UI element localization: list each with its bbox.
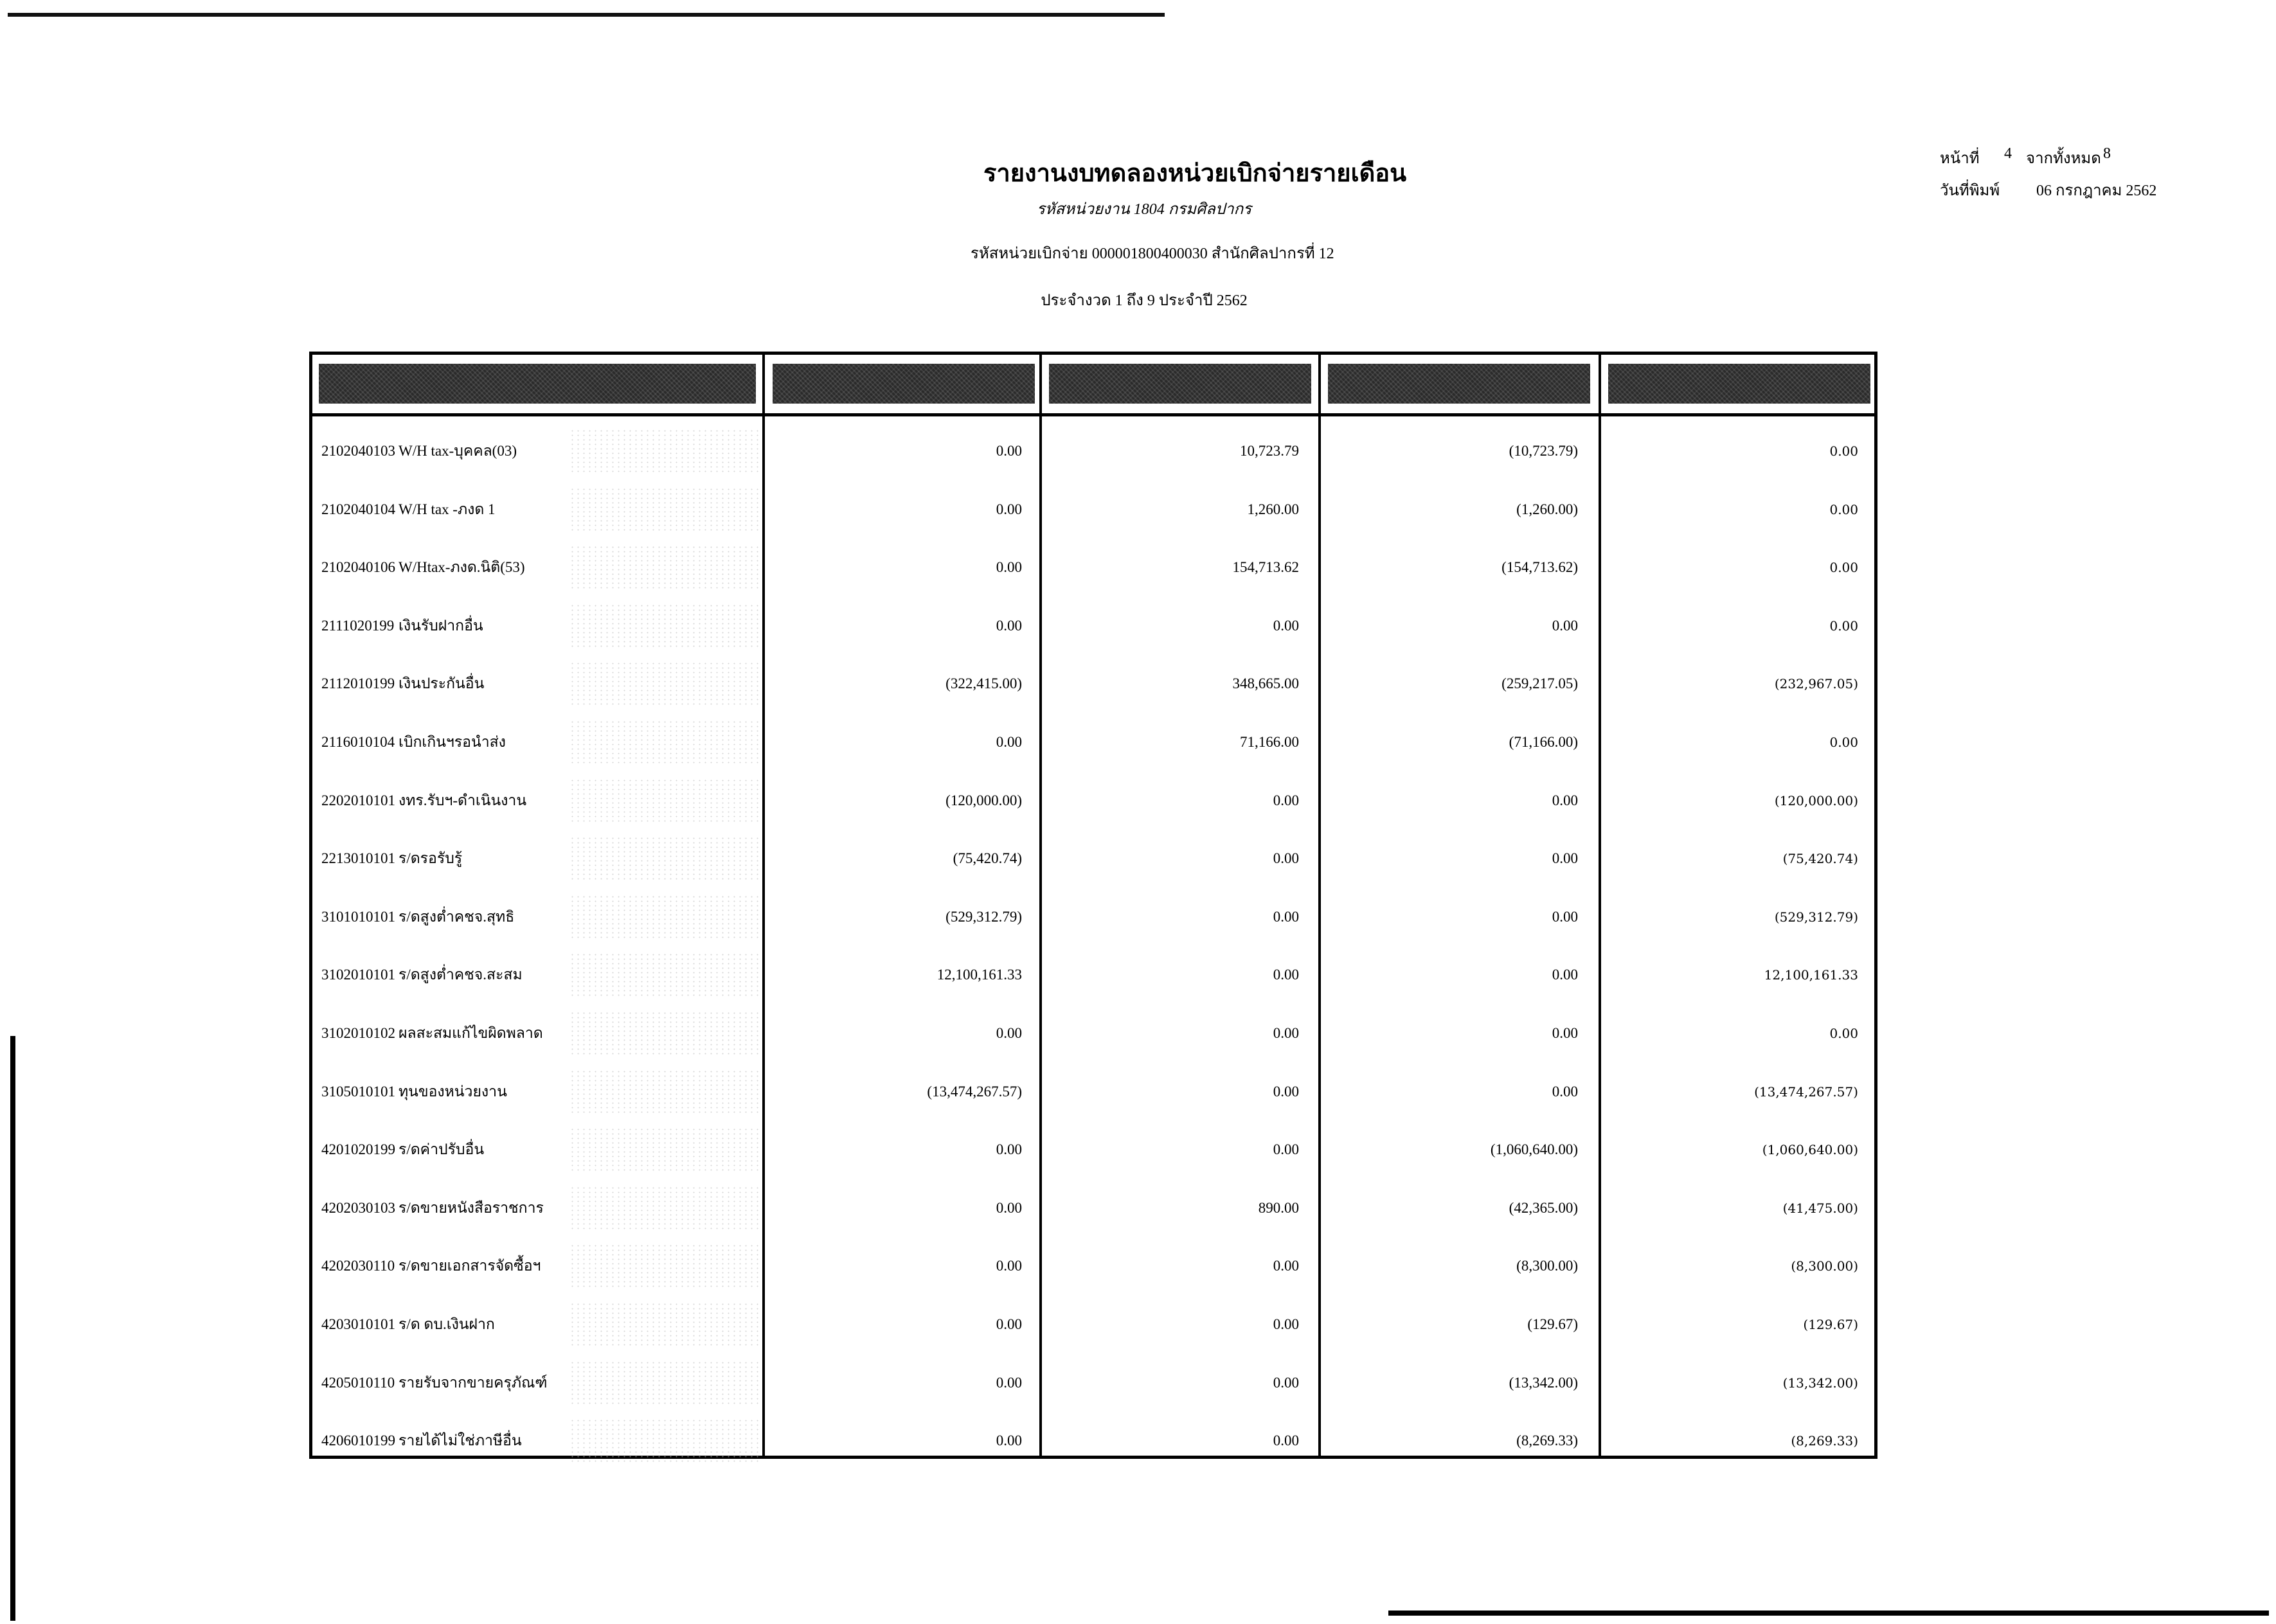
credit-amount: (259,217.05) — [1501, 675, 1578, 692]
debit-amount: 0.00 — [1273, 850, 1299, 867]
opening-balance: 0.00 — [996, 1316, 1022, 1332]
scan-noise — [569, 778, 762, 823]
credit-amount: 0.00 — [1552, 967, 1578, 983]
table-row — [312, 1412, 1874, 1470]
scan-edge-left — [10, 1036, 15, 1621]
debit-amount: 0.00 — [1273, 1141, 1299, 1158]
account-name: ร/ดขายเอกสารจัดซื้อฯ — [399, 1258, 541, 1274]
debit-amount: 0.00 — [1273, 617, 1299, 634]
table-row — [312, 481, 1874, 539]
opening-balance: (322,415.00) — [945, 675, 1022, 692]
agency-line: รหัสหน่วยงาน 1804 กรมศิลปากร — [1036, 201, 1252, 218]
opening-balance: 0.00 — [996, 559, 1022, 576]
closing-balance: (529,312.79) — [1774, 909, 1858, 925]
debit-amount: 1,260.00 — [1247, 501, 1299, 517]
opening-balance: 0.00 — [996, 1141, 1022, 1158]
table-row — [312, 1237, 1874, 1296]
opening-balance: (120,000.00) — [945, 792, 1022, 808]
credit-amount: (13,342.00) — [1509, 1374, 1578, 1391]
closing-balance: (41,475.00) — [1782, 1200, 1858, 1216]
credit-amount: (42,365.00) — [1509, 1199, 1578, 1216]
closing-balance: (75,420.74) — [1782, 851, 1858, 867]
opening-balance: (13,474,267.57) — [927, 1083, 1022, 1100]
opening-balance: (75,420.74) — [953, 850, 1022, 867]
account-code: 4202030110 — [321, 1258, 395, 1274]
account-name: เงินประกันอื่น — [399, 675, 485, 692]
debit-amount: 0.00 — [1273, 1083, 1299, 1100]
opening-balance: 0.00 — [996, 1374, 1022, 1391]
credit-amount: 0.00 — [1552, 850, 1578, 867]
page-label: หน้าที่ — [1940, 150, 1980, 167]
account-code: 4205010110 — [321, 1374, 395, 1391]
header-cell-opening — [773, 364, 1035, 404]
table-row — [312, 830, 1874, 888]
account-name: งทร.รับฯ-ดำเนินงาน — [399, 792, 527, 808]
account-code: 2112010199 — [321, 675, 395, 692]
table-row — [312, 539, 1874, 597]
closing-balance: (8,300.00) — [1791, 1258, 1858, 1274]
debit-amount: 0.00 — [1273, 1025, 1299, 1041]
closing-balance: (8,269.33) — [1791, 1433, 1858, 1449]
scan-noise — [569, 429, 762, 474]
credit-amount: 0.00 — [1552, 617, 1578, 634]
table-row — [312, 888, 1874, 947]
opening-balance: 0.00 — [996, 1199, 1022, 1216]
account-name: ร/ดขายหนังสือราชการ — [399, 1199, 544, 1216]
closing-balance: 0.00 — [1829, 501, 1858, 517]
table-row — [312, 946, 1874, 1004]
scan-noise — [569, 1302, 762, 1347]
credit-amount: 0.00 — [1552, 908, 1578, 925]
table-row — [312, 1354, 1874, 1413]
print-date: 06 กรกฎาคม 2562 — [2036, 183, 2157, 199]
opening-balance: 0.00 — [996, 501, 1022, 517]
header-cell-closing — [1608, 364, 1870, 404]
credit-amount: (1,060,640.00) — [1490, 1141, 1578, 1158]
total-pages: 8 — [2103, 145, 2111, 162]
scan-noise — [569, 1361, 762, 1405]
account-name: W/H tax -ภงด 1 — [399, 501, 496, 517]
account-name: ร/ดรอรับรู้ — [399, 850, 463, 867]
closing-balance: (120,000.00) — [1774, 792, 1858, 808]
credit-amount: (154,713.62) — [1501, 559, 1578, 576]
account-code: 4202030103 — [321, 1199, 395, 1216]
credit-amount: (8,269.33) — [1516, 1432, 1578, 1449]
closing-balance: 0.00 — [1829, 443, 1858, 459]
table-row — [312, 1179, 1874, 1238]
table-row — [312, 772, 1874, 830]
closing-balance: (232,967.05) — [1774, 676, 1858, 692]
account-code: 2102040106 — [321, 559, 395, 576]
account-name: ร/ดสูงต่ำคชจ.สุทธิ — [399, 908, 515, 925]
account-code: 2102040103 — [321, 443, 395, 459]
debit-amount: 154,713.62 — [1232, 559, 1299, 576]
scan-noise — [569, 895, 762, 940]
account-code: 2202010101 — [321, 792, 395, 808]
credit-amount: 0.00 — [1552, 792, 1578, 808]
closing-balance: (1,060,640.00) — [1762, 1142, 1858, 1158]
table-row — [312, 1296, 1874, 1354]
scan-noise — [569, 1069, 762, 1114]
debit-amount: 10,723.79 — [1240, 443, 1299, 459]
account-name: เบิกเกินฯรอนำส่ง — [399, 734, 506, 750]
debit-amount: 0.00 — [1273, 1374, 1299, 1391]
scan-noise — [569, 720, 762, 765]
table-row — [312, 713, 1874, 772]
account-code: 2213010101 — [321, 850, 395, 867]
account-name: เงินรับฝากอื่น — [399, 617, 483, 634]
credit-amount: 0.00 — [1552, 1083, 1578, 1100]
credit-amount: 0.00 — [1552, 1025, 1578, 1041]
account-code: 4203010101 — [321, 1316, 395, 1332]
opening-balance: 0.00 — [996, 1432, 1022, 1449]
opening-balance: 0.00 — [996, 617, 1022, 634]
debit-amount: 0.00 — [1273, 792, 1299, 808]
account-code: 3101010101 — [321, 908, 395, 925]
header-cell-debit — [1049, 364, 1311, 404]
opening-balance: 0.00 — [996, 1025, 1022, 1041]
credit-amount: (10,723.79) — [1509, 443, 1578, 459]
closing-balance: 12,100,161.33 — [1764, 967, 1858, 983]
opening-balance: (529,312.79) — [945, 908, 1022, 925]
header-cell-credit — [1328, 364, 1590, 404]
account-code: 2111020199 — [321, 617, 395, 634]
period-line: ประจำงวด 1 ถึง 9 ประจำปี 2562 — [1041, 292, 1248, 309]
debit-amount: 71,166.00 — [1240, 734, 1299, 750]
account-name: W/H tax-บุคคล(03) — [399, 443, 517, 459]
scan-edge-top — [8, 13, 1165, 17]
header-cell-account — [319, 364, 756, 404]
account-code: 3102010102 — [321, 1025, 395, 1041]
page-number: 4 — [2004, 145, 2012, 162]
scan-noise — [569, 1127, 762, 1172]
scan-noise — [569, 603, 762, 648]
scan-noise — [569, 952, 762, 997]
scan-noise — [569, 836, 762, 881]
table-row — [312, 1063, 1874, 1121]
credit-amount: (8,300.00) — [1516, 1258, 1578, 1274]
print-date-label: วันที่พิมพ์ — [1940, 183, 2000, 199]
debit-amount: 0.00 — [1273, 967, 1299, 983]
opening-balance: 0.00 — [996, 443, 1022, 459]
debit-amount: 0.00 — [1273, 1316, 1299, 1332]
account-name: รายรับจากขายครุภัณฑ์ — [399, 1374, 548, 1391]
account-name: W/Htax-ภงด.นิติ(53) — [399, 559, 525, 576]
account-code: 4201020199 — [321, 1141, 395, 1158]
report-title: รายงานงบทดลองหน่วยเบิกจ่ายรายเดือน — [983, 160, 1407, 187]
total-pages-label: จากทั้งหมด — [2026, 150, 2101, 167]
scan-noise — [569, 1418, 762, 1463]
account-code: 2116010104 — [321, 734, 395, 750]
closing-balance: 0.00 — [1829, 618, 1858, 634]
account-code: 3105010101 — [321, 1083, 395, 1100]
disbursement-unit-line: รหัสหน่วยเบิกจ่าย 000001800400030 สำนักศิลปากรที่ 12 — [971, 245, 1334, 262]
credit-amount: (1,260.00) — [1516, 501, 1578, 517]
closing-balance: 0.00 — [1829, 735, 1858, 750]
account-name: ผลสะสมแก้ไขผิดพลาด — [399, 1025, 543, 1041]
opening-balance: 0.00 — [996, 1258, 1022, 1274]
table-row — [312, 422, 1874, 481]
debit-amount: 348,665.00 — [1232, 675, 1299, 692]
credit-amount: (71,166.00) — [1509, 734, 1578, 750]
debit-amount: 0.00 — [1273, 1258, 1299, 1274]
trial-balance-table — [309, 352, 1877, 1459]
table-row — [312, 1004, 1874, 1063]
account-name: ทุนของหน่วยงาน — [399, 1083, 507, 1100]
scan-noise — [569, 1244, 762, 1289]
scan-noise — [569, 1186, 762, 1231]
opening-balance: 0.00 — [996, 734, 1022, 750]
table-row — [312, 655, 1874, 713]
debit-amount: 890.00 — [1258, 1199, 1299, 1216]
closing-balance: 0.00 — [1829, 1026, 1858, 1041]
debit-amount: 0.00 — [1273, 1432, 1299, 1449]
account-code: 3102010101 — [321, 967, 395, 983]
scan-noise — [569, 1011, 762, 1056]
scan-noise — [569, 661, 762, 706]
account-name: ร/ดสูงต่ำคชจ.สะสม — [399, 967, 523, 983]
scan-edge-bottom — [1388, 1611, 2269, 1616]
table-header-row — [312, 355, 1874, 416]
account-code: 4206010199 — [321, 1432, 395, 1449]
account-name: ร/ดค่าปรับอื่น — [399, 1141, 485, 1158]
account-code: 2102040104 — [321, 501, 395, 517]
table-row — [312, 1121, 1874, 1179]
debit-amount: 0.00 — [1273, 908, 1299, 925]
account-name: รายได้ไม่ใช่ภาษีอื่น — [399, 1432, 522, 1449]
scan-noise — [569, 487, 762, 532]
account-name: ร/ด ดบ.เงินฝาก — [399, 1316, 495, 1332]
closing-balance: 0.00 — [1829, 560, 1858, 576]
opening-balance: 12,100,161.33 — [936, 967, 1022, 983]
table-row — [312, 597, 1874, 656]
scan-noise — [569, 545, 762, 590]
credit-amount: (129.67) — [1527, 1316, 1578, 1332]
closing-balance: (13,342.00) — [1782, 1375, 1858, 1391]
closing-balance: (129.67) — [1803, 1317, 1858, 1332]
closing-balance: (13,474,267.57) — [1754, 1084, 1858, 1100]
